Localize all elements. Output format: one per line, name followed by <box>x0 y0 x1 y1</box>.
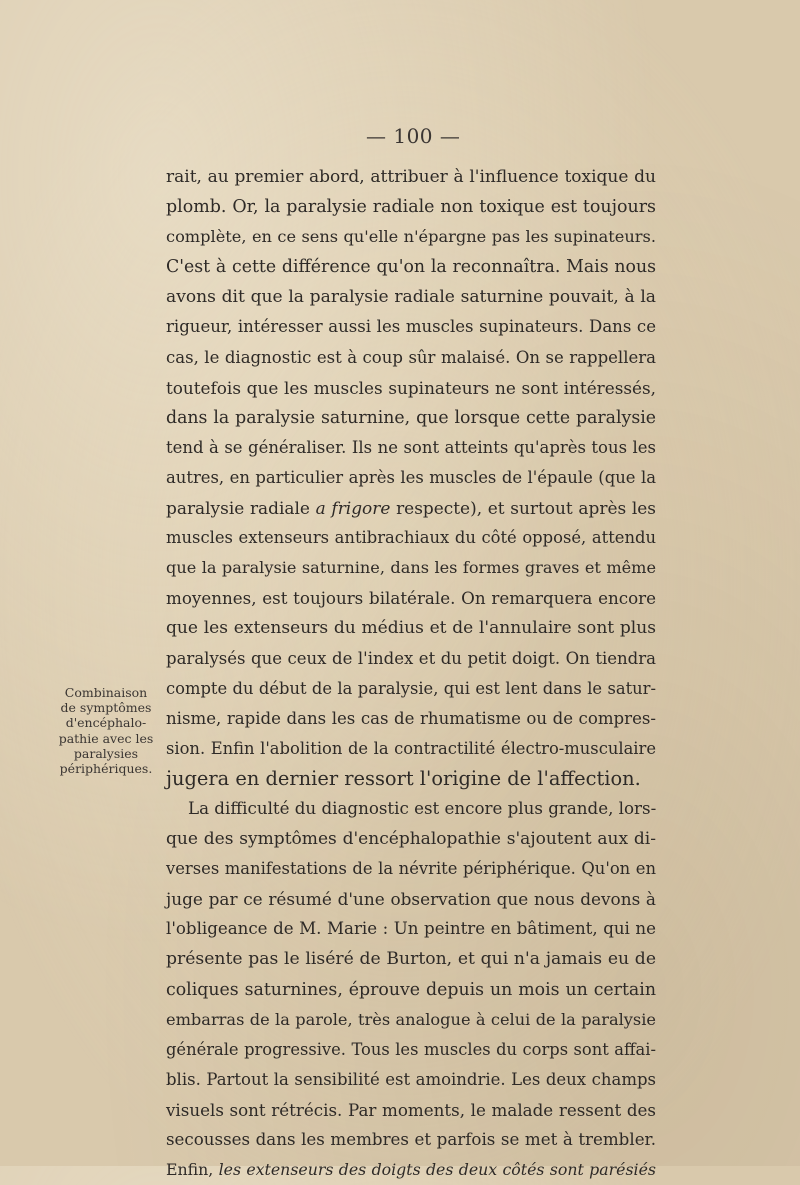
text-line <box>166 824 656 854</box>
text-run: présente pas le liséré de Burton, et qui n'a jamais eu de <box>166 949 656 970</box>
margin-note-line: périphériques. <box>59 761 153 777</box>
margin-note-line: d'encéphalo- <box>65 715 147 731</box>
text-run: muscles extenseurs antibrachiaux du côté opposé, attendu <box>166 528 656 548</box>
text-line <box>166 463 656 493</box>
text-line <box>166 764 656 794</box>
text-line <box>166 282 656 312</box>
text-run: complète, en ce sens qu'elle n'épargne pas les supinateurs. <box>166 227 656 247</box>
text-run: sion. Enfin l'abolition de la contractilité électro-musculaire <box>166 738 656 758</box>
text-line <box>166 1155 656 1185</box>
text-line <box>166 493 656 523</box>
text-run: juge par ce résumé d'une observation que nous devons à <box>166 889 656 910</box>
text-run: l'obligeance de M. Marie : Un peintre en bâtiment, qui ne <box>166 919 656 939</box>
text-run: moyennes, est toujours bilatérale. On remarquera encore <box>166 588 656 609</box>
margin-note-line: de symptômes <box>60 700 152 716</box>
margin-note-line: paralysies <box>73 745 139 761</box>
text-run: toutefois que les muscles supinateurs ne sont intéressés, <box>166 377 656 398</box>
text-line <box>166 1125 656 1155</box>
text-line <box>166 854 656 884</box>
text-line <box>166 644 656 674</box>
text-run: tend à se généraliser. Ils ne sont atteints qu'après tous les <box>166 437 656 457</box>
text-line <box>166 1095 656 1125</box>
text-line <box>166 162 656 192</box>
text-run: autres, en particulier après les muscles de l'épaule (que la <box>166 467 656 487</box>
body-text <box>166 162 656 1185</box>
text-run: que la paralysie saturnine, dans les formes graves et même <box>166 558 656 578</box>
text-line <box>166 944 656 974</box>
text-run: blis. Partout la sensibilité est amoindrie. Les deux champs <box>166 1069 656 1089</box>
text-line <box>166 252 656 282</box>
text-line <box>166 433 656 463</box>
text-run: Enfin, <box>166 1160 219 1180</box>
text-run: compte du début de la paralysie, qui est lent dans le satur- <box>166 678 656 698</box>
margin-note-line: pathie avec les <box>58 730 154 746</box>
text-line <box>166 222 656 252</box>
margin-note <box>48 685 164 776</box>
text-run: coliques saturnines, éprouve depuis un mois un certain <box>166 979 656 1000</box>
text-line <box>166 553 656 583</box>
text-line <box>166 884 656 914</box>
text-run: cas, le diagnostic est à coup sûr malaisé. On se rappellera <box>166 347 656 367</box>
text-line <box>166 1065 656 1095</box>
text-run: La difficulté du diagnostic est encore plus grande, lors- <box>188 798 657 818</box>
text-run: respecte), et surtout après les <box>390 498 656 519</box>
text-run: visuels sont rétrécis. Par moments, le malade ressent des <box>166 1099 656 1120</box>
text-line <box>166 312 656 342</box>
text-run: verses manifestations de la névrite périphérique. Qu'on en <box>166 859 656 879</box>
text-run: rigueur, intéresser aussi les muscles supinateurs. Dans ce <box>166 317 656 337</box>
page-number: — 100 — <box>366 124 461 148</box>
text-line <box>166 1005 656 1035</box>
text-line <box>166 914 656 944</box>
italic-text: les extenseurs des doigts des deux côtés sont parésiés <box>218 1160 656 1180</box>
text-run: plomb. Or, la paralysie radiale non toxique est toujours <box>166 197 656 218</box>
text-line <box>166 613 656 643</box>
text-run: embarras de la parole, très analogue à celui de la paralysie <box>166 1009 656 1029</box>
text-line <box>166 192 656 222</box>
text-line <box>166 734 656 764</box>
text-line <box>166 373 656 403</box>
text-run: dans la paralysie saturnine, que lorsque cette paralysie <box>166 407 656 428</box>
text-line <box>166 794 656 824</box>
margin-note-line: Combinaison <box>64 685 148 700</box>
text-run: nisme, rapide dans les cas de rhumatisme ou de compres- <box>166 708 656 728</box>
text-run: paralysés que ceux de l'index et du petit doigt. On tiendra <box>166 648 656 668</box>
text-run: jugera en dernier ressort l'origine de l'affection. <box>166 766 641 790</box>
italic-text: a frigore <box>315 498 391 519</box>
text-run: que des symptômes d'encéphalopathie s'ajoutent aux di- <box>166 829 656 850</box>
text-line <box>166 704 656 734</box>
text-run: secousses dans les membres et parfois se met à trembler. <box>166 1130 656 1149</box>
text-line <box>166 343 656 373</box>
text-run: générale progressive. Tous les muscles du corps sont affai- <box>166 1039 656 1059</box>
text-line <box>166 1035 656 1065</box>
text-run: paralysie radiale <box>166 498 316 519</box>
text-run: C'est à cette différence qu'on la reconnaîtra. Mais nous <box>166 257 656 278</box>
text-run: rait, au premier abord, attribuer à l'influence toxique du <box>166 167 656 187</box>
text-line <box>166 975 656 1005</box>
text-line <box>166 674 656 704</box>
text-run: que les extenseurs du médius et de l'annulaire sont plus <box>166 618 656 639</box>
text-run: avons dit que la paralysie radiale saturnine pouvait, à la <box>166 287 656 308</box>
text-line <box>166 523 656 553</box>
text-line <box>166 583 656 613</box>
text-line <box>166 403 656 433</box>
